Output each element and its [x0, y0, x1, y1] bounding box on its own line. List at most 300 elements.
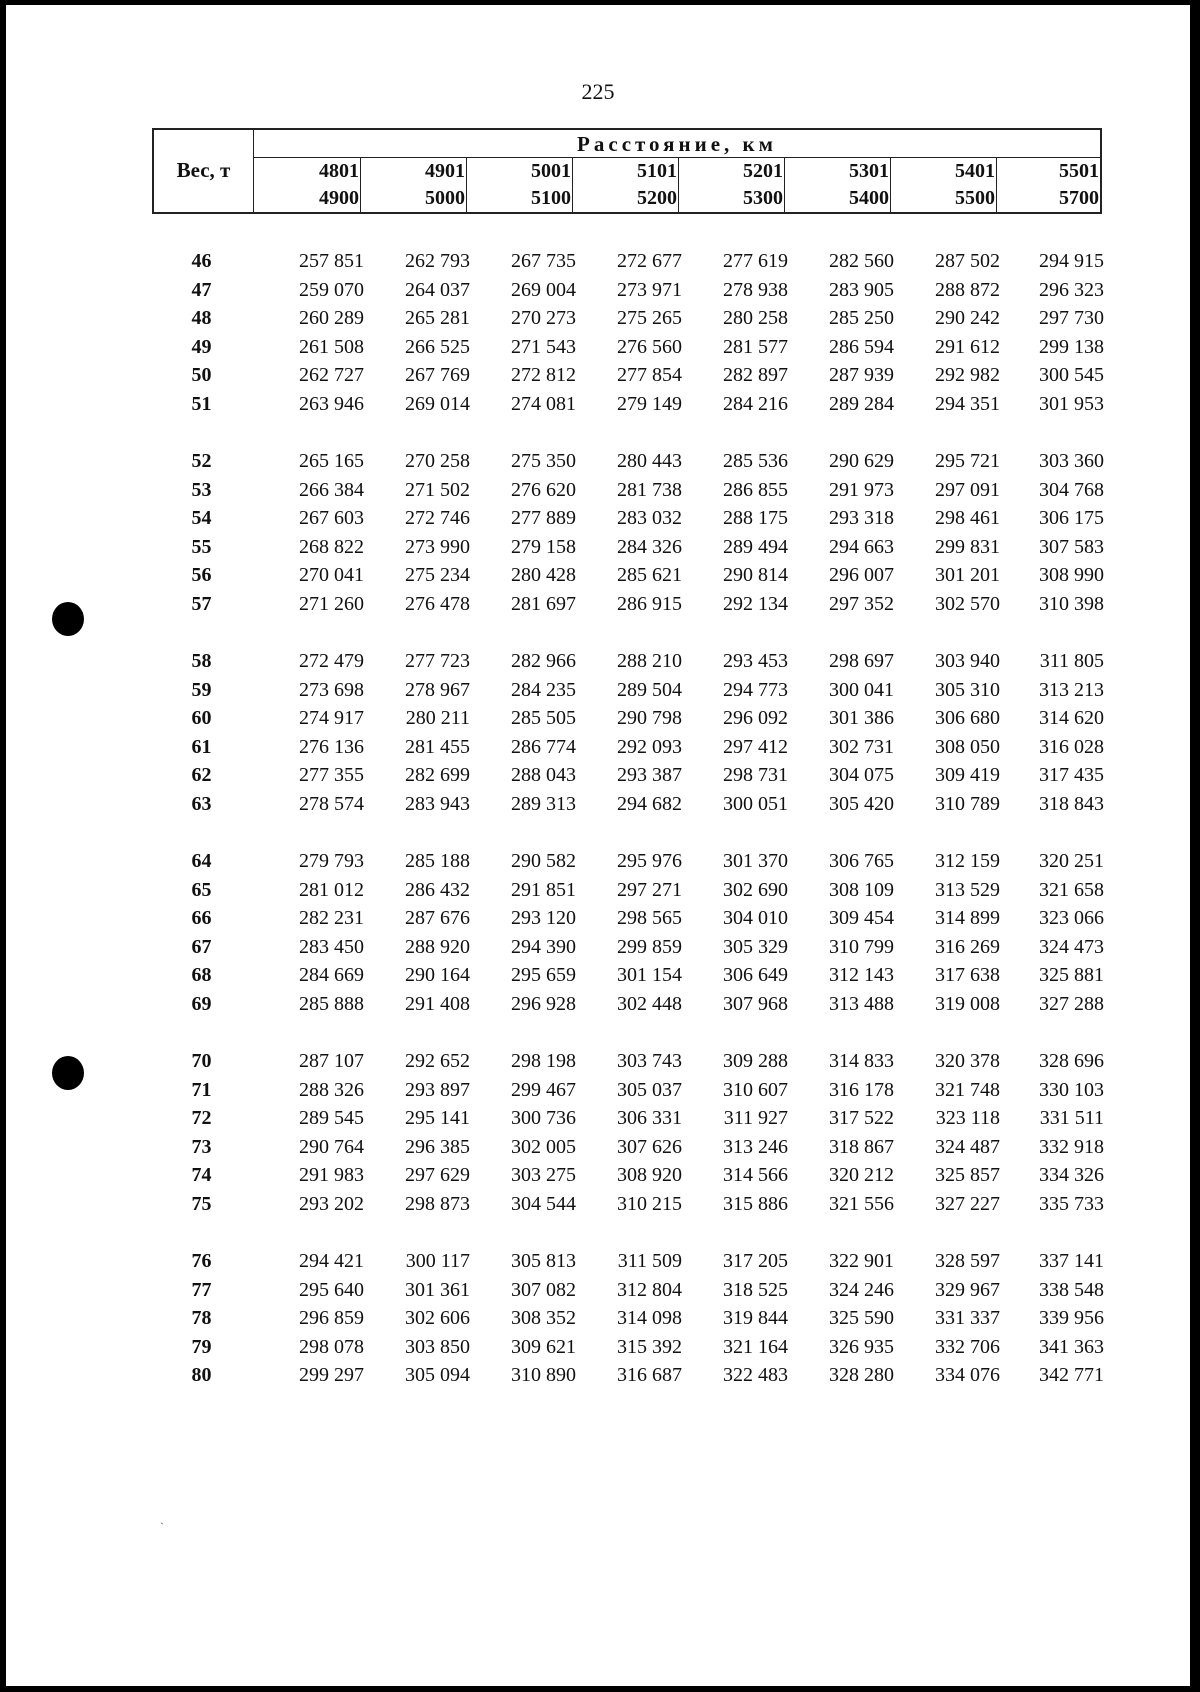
weight-cell: 53: [191, 478, 212, 501]
value-cell: 277 889: [511, 507, 576, 530]
value-cell: 265 281: [405, 307, 470, 330]
value-cell: 294 682: [617, 793, 682, 815]
value-cell: 306 331: [617, 1107, 682, 1130]
value-cell: 293 318: [829, 507, 894, 530]
value-cell: 298 461: [935, 507, 1000, 530]
value-cell: 303 743: [617, 1050, 682, 1072]
range-from: 5301: [849, 160, 889, 182]
value-cell: 303 850: [405, 1335, 470, 1358]
value-cell: 305 310: [935, 678, 1000, 701]
value-cell: 301 154: [617, 964, 682, 987]
value-cell: 278 938: [723, 278, 788, 301]
value-cell: 325 881: [1039, 964, 1104, 987]
value-cell: 316 687: [617, 1364, 682, 1387]
value-cell: 296 092: [723, 707, 788, 730]
weight-cell: 78: [191, 1307, 212, 1330]
value-cell: 298 873: [405, 1193, 470, 1215]
value-cell: 328 280: [829, 1364, 894, 1387]
value-cell: 270 041: [299, 564, 364, 587]
weight-cell: 46: [191, 250, 212, 272]
range-from: 4901: [425, 160, 465, 182]
value-cell: 276 478: [405, 593, 470, 615]
value-cell: 267 769: [405, 364, 470, 387]
value-cell: 296 007: [829, 564, 894, 587]
weight-cell: 62: [191, 764, 212, 787]
value-cell: 281 738: [617, 478, 682, 501]
value-cell: 306 175: [1039, 507, 1104, 530]
value-cell: 306 765: [829, 850, 894, 872]
weight-cell: 74: [191, 1164, 212, 1187]
weight-cell: 51: [191, 393, 212, 415]
value-cell: 318 843: [1039, 793, 1104, 815]
value-cell: 261 508: [299, 335, 364, 358]
value-cell: 302 731: [829, 735, 894, 758]
value-cell: 313 488: [829, 993, 894, 1015]
value-cell: 301 386: [829, 707, 894, 730]
weight-header: Вес, т: [176, 158, 231, 182]
value-cell: 281 697: [511, 593, 576, 615]
value-cell: 276 620: [511, 478, 576, 501]
value-cell: 316 028: [1039, 735, 1104, 758]
value-cell: 304 075: [829, 764, 894, 787]
weight-cell: 63: [191, 793, 212, 815]
weight-cell: 73: [191, 1135, 212, 1158]
weight-cell: 48: [191, 307, 212, 330]
value-cell: 271 502: [405, 478, 470, 501]
value-cell: 321 658: [1039, 878, 1104, 901]
value-cell: 311 509: [617, 1250, 682, 1272]
value-cell: 290 764: [299, 1135, 364, 1158]
range-header-6: [890, 158, 997, 212]
value-cell: 310 215: [617, 1193, 682, 1215]
value-cell: 279 158: [511, 535, 576, 558]
value-cell: 342 771: [1039, 1364, 1104, 1387]
value-cell: 286 855: [723, 478, 788, 501]
value-cell: 282 560: [829, 250, 894, 272]
value-cell: 288 043: [511, 764, 576, 787]
value-cell: 272 812: [511, 364, 576, 387]
weight-cell: 56: [191, 564, 212, 587]
range-from: 5201: [743, 160, 783, 182]
weight-cell: 67: [191, 935, 212, 958]
value-cell: 270 273: [511, 307, 576, 330]
value-cell: 298 565: [617, 907, 682, 930]
range-from: 5001: [531, 160, 571, 182]
value-cell: 294 915: [1039, 250, 1104, 272]
weight-cell: 47: [191, 278, 212, 301]
range-to: 5400: [849, 187, 889, 209]
value-cell: 308 109: [829, 878, 894, 901]
value-cell: 310 799: [829, 935, 894, 958]
value-cell: 325 857: [935, 1164, 1000, 1187]
value-cell: 318 867: [829, 1135, 894, 1158]
value-cell: 270 258: [405, 450, 470, 472]
weight-cell: 79: [191, 1335, 212, 1358]
value-cell: 299 467: [511, 1078, 576, 1101]
value-cell: 299 297: [299, 1364, 364, 1387]
weight-cell: 65: [191, 878, 212, 901]
value-cell: 309 454: [829, 907, 894, 930]
value-cell: 296 928: [511, 993, 576, 1015]
value-cell: 295 976: [617, 850, 682, 872]
value-cell: 284 216: [723, 393, 788, 415]
value-cell: 322 483: [723, 1364, 788, 1387]
value-cell: 260 289: [299, 307, 364, 330]
range-to: 5300: [743, 187, 783, 209]
value-cell: 313 213: [1039, 678, 1104, 701]
value-cell: 312 159: [935, 850, 1000, 872]
value-cell: 324 473: [1039, 935, 1104, 958]
value-cell: 320 251: [1039, 850, 1104, 872]
value-cell: 291 983: [299, 1164, 364, 1187]
value-cell: 308 050: [935, 735, 1000, 758]
page-number: 225: [581, 79, 615, 104]
range-to: 5700: [1059, 187, 1099, 209]
weight-cell: 68: [191, 964, 212, 987]
value-cell: 275 234: [405, 564, 470, 587]
value-cell: 302 005: [511, 1135, 576, 1158]
value-cell: 272 746: [405, 507, 470, 530]
value-cell: 301 953: [1039, 393, 1104, 415]
value-cell: 304 768: [1039, 478, 1104, 501]
value-cell: 300 117: [405, 1250, 470, 1272]
value-cell: 310 890: [511, 1364, 576, 1387]
value-cell: 294 351: [935, 393, 1000, 415]
range-to: 5500: [955, 187, 995, 209]
value-cell: 338 548: [1039, 1278, 1104, 1301]
value-cell: 295 640: [299, 1278, 364, 1301]
value-cell: 285 250: [829, 307, 894, 330]
value-cell: 288 920: [405, 935, 470, 958]
value-cell: 309 419: [935, 764, 1000, 787]
value-cell: 319 008: [935, 993, 1000, 1015]
value-cell: 308 920: [617, 1164, 682, 1187]
value-cell: 275 350: [511, 450, 576, 472]
value-cell: 286 915: [617, 593, 682, 615]
value-cell: 320 212: [829, 1164, 894, 1187]
value-cell: 294 663: [829, 535, 894, 558]
value-cell: 337 141: [1039, 1250, 1104, 1272]
value-cell: 262 793: [405, 250, 470, 272]
value-cell: 298 697: [829, 650, 894, 672]
value-cell: 314 566: [723, 1164, 788, 1187]
value-cell: 290 242: [935, 307, 1000, 330]
value-cell: 284 326: [617, 535, 682, 558]
value-cell: 274 081: [511, 393, 576, 415]
value-cell: 280 443: [617, 450, 682, 472]
value-cell: 328 696: [1039, 1050, 1104, 1072]
value-cell: 289 545: [299, 1107, 364, 1130]
range-from: 4801: [319, 160, 359, 182]
value-cell: 257 851: [299, 250, 364, 272]
weight-cell: 49: [191, 335, 212, 358]
value-cell: 295 141: [405, 1107, 470, 1130]
range-header-2: [466, 158, 573, 212]
weight-cell: 70: [191, 1050, 212, 1072]
value-cell: 311 927: [723, 1107, 788, 1130]
value-cell: 301 201: [935, 564, 1000, 587]
value-cell: 292 652: [405, 1050, 470, 1072]
value-cell: 291 851: [511, 878, 576, 901]
value-cell: 281 012: [299, 878, 364, 901]
value-cell: 316 269: [935, 935, 1000, 958]
value-cell: 322 901: [829, 1250, 894, 1272]
value-cell: 290 164: [405, 964, 470, 987]
value-cell: 262 727: [299, 364, 364, 387]
value-cell: 288 175: [723, 507, 788, 530]
value-cell: 276 560: [617, 335, 682, 358]
value-cell: 283 450: [299, 935, 364, 958]
value-cell: 329 967: [935, 1278, 1000, 1301]
value-cell: 317 205: [723, 1250, 788, 1272]
value-cell: 309 621: [511, 1335, 576, 1358]
value-cell: 284 669: [299, 964, 364, 987]
binder-hole-icon: [52, 602, 84, 636]
range-to: 4900: [319, 187, 359, 209]
value-cell: 328 597: [935, 1250, 1000, 1272]
weight-cell: 59: [191, 678, 212, 701]
value-cell: 281 577: [723, 335, 788, 358]
value-cell: 282 699: [405, 764, 470, 787]
value-cell: 263 946: [299, 393, 364, 415]
value-cell: 326 935: [829, 1335, 894, 1358]
value-cell: 297 091: [935, 478, 1000, 501]
value-cell: 319 844: [723, 1307, 788, 1330]
value-cell: 287 107: [299, 1050, 364, 1072]
value-cell: 302 448: [617, 993, 682, 1015]
weight-cell: 80: [191, 1364, 212, 1387]
value-cell: 324 246: [829, 1278, 894, 1301]
value-cell: 305 094: [405, 1364, 470, 1387]
value-cell: 280 428: [511, 564, 576, 587]
value-cell: 278 574: [299, 793, 364, 815]
value-cell: 332 706: [935, 1335, 1000, 1358]
value-cell: 317 522: [829, 1107, 894, 1130]
value-cell: 265 165: [299, 450, 364, 472]
value-cell: 293 453: [723, 650, 788, 672]
value-cell: 307 968: [723, 993, 788, 1015]
value-cell: 282 897: [723, 364, 788, 387]
value-cell: 292 093: [617, 735, 682, 758]
value-cell: 334 076: [935, 1364, 1000, 1387]
weight-cell: 72: [191, 1107, 212, 1130]
value-cell: 301 370: [723, 850, 788, 872]
value-cell: 307 626: [617, 1135, 682, 1158]
value-cell: 272 677: [617, 250, 682, 272]
value-cell: 321 164: [723, 1335, 788, 1358]
value-cell: 314 899: [935, 907, 1000, 930]
value-cell: 266 384: [299, 478, 364, 501]
value-cell: 302 606: [405, 1307, 470, 1330]
value-cell: 296 385: [405, 1135, 470, 1158]
value-cell: 295 659: [511, 964, 576, 987]
value-cell: 277 854: [617, 364, 682, 387]
value-cell: 289 313: [511, 793, 576, 815]
value-cell: 290 629: [829, 450, 894, 472]
value-cell: 275 265: [617, 307, 682, 330]
value-cell: 290 814: [723, 564, 788, 587]
value-cell: 289 284: [829, 393, 894, 415]
value-cell: 291 408: [405, 993, 470, 1015]
value-cell: 285 536: [723, 450, 788, 472]
value-cell: 307 082: [511, 1278, 576, 1301]
value-cell: 288 210: [617, 650, 682, 672]
value-cell: 302 570: [935, 593, 1000, 615]
weight-cell: 50: [191, 364, 212, 387]
value-cell: 267 735: [511, 250, 576, 272]
value-cell: 288 326: [299, 1078, 364, 1101]
value-cell: 310 607: [723, 1078, 788, 1101]
value-cell: 271 543: [511, 335, 576, 358]
distance-header: Расстояние, км: [577, 132, 777, 156]
value-cell: 314 620: [1039, 707, 1104, 730]
value-cell: 309 288: [723, 1050, 788, 1072]
weight-cell: 54: [191, 507, 212, 530]
value-cell: 283 032: [617, 507, 682, 530]
value-cell: 334 326: [1039, 1164, 1104, 1187]
value-cell: 304 544: [511, 1193, 576, 1215]
value-cell: 277 619: [723, 250, 788, 272]
value-cell: 259 070: [299, 278, 364, 301]
value-cell: 287 502: [935, 250, 1000, 272]
value-cell: 297 412: [723, 735, 788, 758]
value-cell: 280 211: [405, 707, 470, 730]
value-cell: 286 594: [829, 335, 894, 358]
value-cell: 301 361: [405, 1278, 470, 1301]
value-cell: 287 676: [405, 907, 470, 930]
range-to: 5100: [531, 187, 571, 209]
value-cell: 299 859: [617, 935, 682, 958]
value-cell: 330 103: [1039, 1078, 1104, 1101]
value-cell: 291 612: [935, 335, 1000, 358]
value-cell: 283 905: [829, 278, 894, 301]
value-cell: 331 511: [1039, 1107, 1104, 1130]
value-cell: 289 504: [617, 678, 682, 701]
value-cell: 290 582: [511, 850, 576, 872]
table-header: [152, 128, 1102, 214]
value-cell: 289 494: [723, 535, 788, 558]
value-cell: 303 275: [511, 1164, 576, 1187]
value-cell: 288 872: [935, 278, 1000, 301]
value-cell: 294 421: [299, 1250, 364, 1272]
value-cell: 279 793: [299, 850, 364, 872]
value-cell: 290 798: [617, 707, 682, 730]
value-cell: 332 918: [1039, 1135, 1104, 1158]
value-cell: 300 545: [1039, 364, 1104, 387]
value-cell: 284 235: [511, 678, 576, 701]
value-cell: 315 392: [617, 1335, 682, 1358]
value-cell: 315 886: [723, 1193, 788, 1215]
range-header-7: [996, 158, 1100, 212]
value-cell: 282 231: [299, 907, 364, 930]
value-cell: 297 629: [405, 1164, 470, 1187]
value-cell: 331 337: [935, 1307, 1000, 1330]
value-cell: 335 733: [1039, 1193, 1104, 1215]
value-cell: 296 323: [1039, 278, 1104, 301]
value-cell: 316 178: [829, 1078, 894, 1101]
value-cell: 297 730: [1039, 307, 1104, 330]
value-cell: 266 525: [405, 335, 470, 358]
value-cell: 314 098: [617, 1307, 682, 1330]
value-cell: 305 329: [723, 935, 788, 958]
range-from: 5101: [637, 160, 677, 182]
value-cell: 306 680: [935, 707, 1000, 730]
weight-cell: 77: [191, 1278, 212, 1301]
range-to: 5000: [425, 187, 465, 209]
range-header-4: [678, 158, 785, 212]
value-cell: 323 066: [1039, 907, 1104, 930]
value-cell: 286 432: [405, 878, 470, 901]
weight-cell: 71: [191, 1078, 212, 1101]
range-header-3: [572, 158, 679, 212]
value-cell: 324 487: [935, 1135, 1000, 1158]
value-cell: 273 971: [617, 278, 682, 301]
range-to: 5200: [637, 187, 677, 209]
value-cell: 278 967: [405, 678, 470, 701]
value-cell: 273 990: [405, 535, 470, 558]
value-cell: 310 398: [1039, 593, 1104, 615]
value-cell: 282 966: [511, 650, 576, 672]
value-cell: 292 134: [723, 593, 788, 615]
weight-cell: 76: [191, 1250, 212, 1272]
value-cell: 293 897: [405, 1078, 470, 1101]
value-cell: 272 479: [299, 650, 364, 672]
value-cell: 314 833: [829, 1050, 894, 1072]
value-cell: 293 120: [511, 907, 576, 930]
value-cell: 302 690: [723, 878, 788, 901]
value-cell: 285 505: [511, 707, 576, 730]
value-cell: 305 813: [511, 1250, 576, 1272]
value-cell: 304 010: [723, 907, 788, 930]
value-cell: 269 014: [405, 393, 470, 415]
range-header-5: [784, 158, 891, 212]
value-cell: 320 378: [935, 1050, 1000, 1072]
value-cell: 298 078: [299, 1335, 364, 1358]
value-cell: 273 698: [299, 678, 364, 701]
value-cell: 308 352: [511, 1307, 576, 1330]
value-cell: 287 939: [829, 364, 894, 387]
value-cell: 292 982: [935, 364, 1000, 387]
value-cell: 321 748: [935, 1078, 1000, 1101]
value-cell: 299 138: [1039, 335, 1104, 358]
weight-cell: 57: [191, 593, 212, 615]
value-cell: 277 723: [405, 650, 470, 672]
value-cell: 313 246: [723, 1135, 788, 1158]
value-cell: 295 721: [935, 450, 1000, 472]
value-cell: 274 917: [299, 707, 364, 730]
value-cell: 300 736: [511, 1107, 576, 1130]
value-cell: 303 940: [935, 650, 1000, 672]
value-cell: 296 859: [299, 1307, 364, 1330]
value-cell: 281 455: [405, 735, 470, 758]
value-cell: 310 789: [935, 793, 1000, 815]
value-cell: 311 805: [1039, 650, 1104, 672]
value-cell: 293 202: [299, 1193, 364, 1215]
value-cell: 285 188: [405, 850, 470, 872]
value-cell: 307 583: [1039, 535, 1104, 558]
value-cell: 325 590: [829, 1307, 894, 1330]
value-cell: 321 556: [829, 1193, 894, 1215]
value-cell: 285 621: [617, 564, 682, 587]
range-header-0: [254, 158, 361, 212]
value-cell: 276 136: [299, 735, 364, 758]
scan-mark: ˎ: [160, 1511, 164, 1525]
value-cell: 271 260: [299, 593, 364, 615]
value-cell: 294 773: [723, 678, 788, 701]
value-cell: 297 271: [617, 878, 682, 901]
value-cell: 317 638: [935, 964, 1000, 987]
value-cell: 341 363: [1039, 1335, 1104, 1358]
